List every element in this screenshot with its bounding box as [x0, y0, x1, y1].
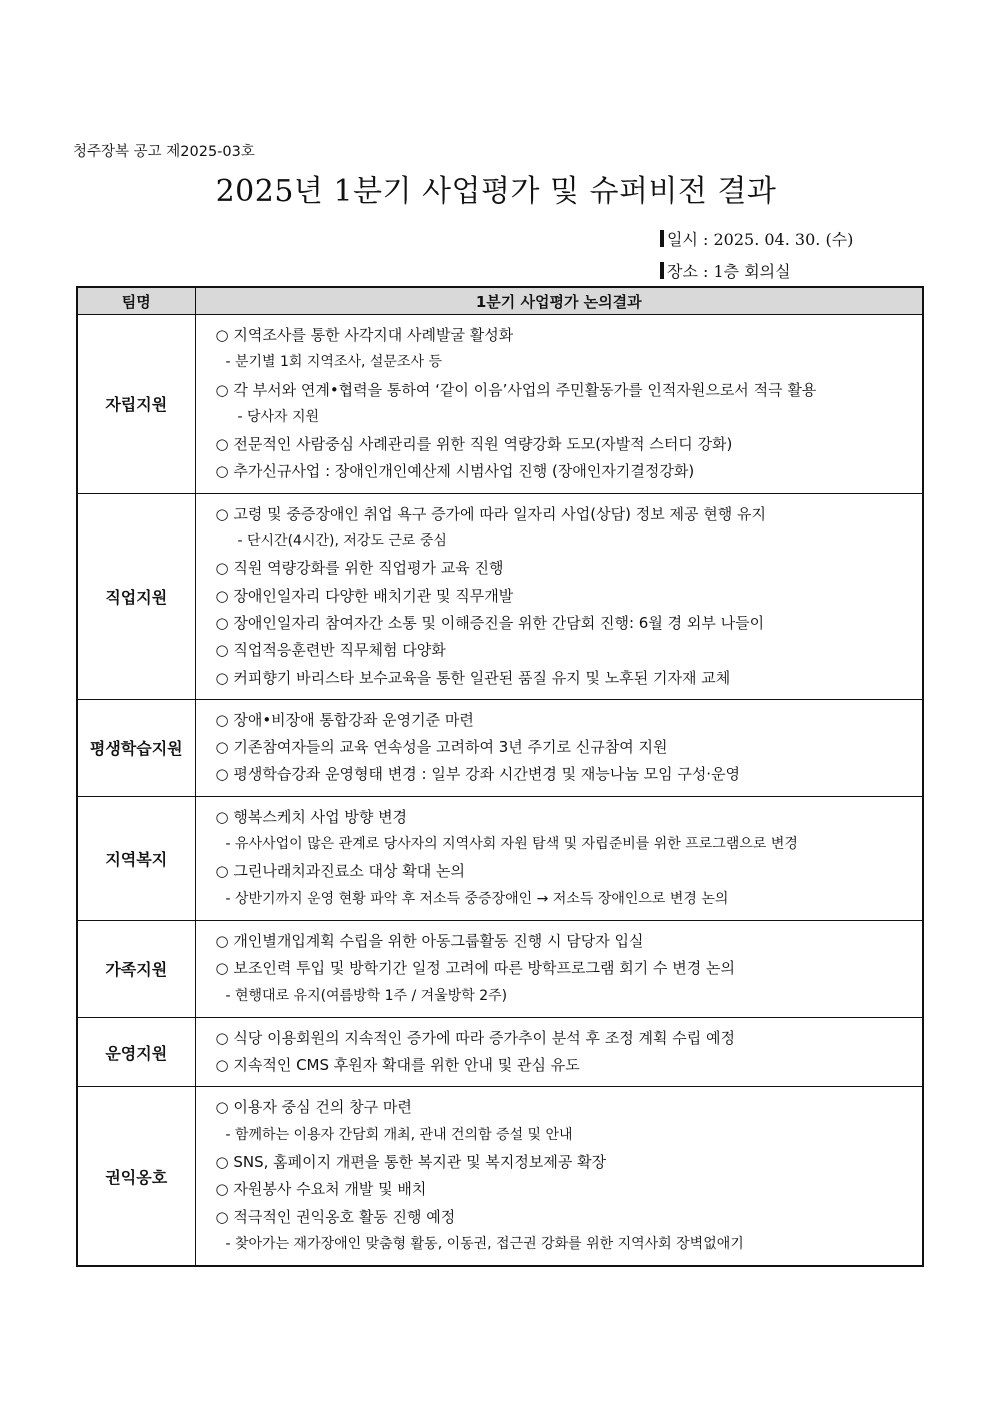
result-item: ○ 고령 및 중증장애인 취업 욕구 증가에 따라 일자리 사업(상담) 정보 제공 현행 유지	[215, 504, 766, 523]
result-item: ○ 장애인일자리 다양한 배치기관 및 직무개발	[215, 586, 514, 605]
table-row	[77, 493, 923, 699]
result-item: ○ 이용자 중심 건의 창구 마련	[215, 1098, 412, 1117]
page-title: 2025년 1분기 사업평가 및 슈퍼비전 결과	[215, 174, 777, 209]
result-item: ○ 각 부서와 연계•협력을 통하여 ‘같이 이음’사업의 주민활동가를 인적자원으로서 적극 활용	[215, 380, 817, 399]
team-name: 평생학습지원	[77, 699, 195, 796]
result-item: ○ 직업적응훈련반 직무체험 다양화	[215, 641, 446, 660]
place-label: 장소	[667, 262, 698, 281]
table-body	[77, 315, 923, 1267]
result-item: ○ 커피향기 바리스타 보수교육을 통한 일관된 품질 유지 및 노후된 기자재 교체	[215, 668, 731, 687]
result-item: ○ 보조인력 투입 및 방학기간 일정 고려에 따른 방학프로그램 회기 수 변경 논의	[215, 959, 735, 978]
result-item: ○ 직원 역량강화를 위한 직업평가 교육 진행	[215, 559, 504, 578]
result-item: ○ 지역조사를 통한 사각지대 사례발굴 활성화	[215, 326, 514, 344]
result-item: ○ 식당 이용회원의 지속적인 증가에 따라 증가추이 분석 후 조정 계획 수립 예정	[215, 1028, 735, 1047]
team-results	[195, 920, 923, 1017]
team-name: 권익옹호	[77, 1087, 195, 1266]
result-subitem: - 상반기까지 운영 현황 파악 후 저소득 중증장애인 → 저소득 장애인으로 변경 논의	[225, 890, 729, 907]
result-item: ○ 적극적인 권익옹호 활동 진행 예정	[215, 1207, 456, 1226]
header-result: 1분기 사업평가 논의결과	[195, 287, 923, 315]
meeting-place	[660, 259, 791, 282]
result-item: ○ 지속적인 CMS 후원자 확대를 위한 안내 및 관심 유도	[215, 1056, 580, 1075]
table-row	[77, 920, 923, 1017]
date-value: : 2025. 04. 30. (수)	[697, 230, 854, 249]
table-header-row	[77, 287, 923, 315]
team-results	[195, 1017, 923, 1087]
table-row	[77, 315, 923, 494]
result-item: ○ 평생학습강좌 운영형태 변경 : 일부 강좌 시간변경 및 재능나눔 모임 구성·운영	[215, 765, 741, 784]
result-item: ○ 장애•비장애 통합강좌 운영기준 마련	[215, 710, 474, 729]
result-item: ○ SNS, 홈페이지 개편을 통한 복지관 및 복지정보제공 확장	[215, 1153, 607, 1172]
team-name: 직업지원	[77, 493, 195, 699]
date-label: 일시	[667, 230, 698, 249]
result-subitem: - 찾아가는 재가장애인 맞춤형 활동, 이동권, 접근권 강화를 위한 지역사회 장벽없애기	[225, 1235, 744, 1252]
team-name: 지역복지	[77, 796, 195, 920]
bullet-bar-icon	[660, 262, 664, 279]
result-item: ○ 기존참여자들의 교육 연속성을 고려하여 3년 주기로 신규참여 지원	[215, 738, 668, 757]
table-row	[77, 796, 923, 920]
table-row	[77, 699, 923, 796]
result-subitem: - 현행대로 유지(여름방학 1주 / 겨울방학 2주)	[225, 987, 508, 1004]
result-item: ○ 개인별개입계획 수립을 위한 아동그룹활동 진행 시 담당자 입실	[215, 931, 644, 950]
header-team: 팀명	[77, 287, 195, 315]
result-item: ○ 전문적인 사람중심 사례관리를 위한 직원 역량강화 도모(자발적 스터디 강화)	[215, 435, 733, 454]
team-results	[195, 699, 923, 796]
result-subitem: - 함께하는 이용자 간담회 개최, 관내 건의함 증설 및 안내	[225, 1126, 573, 1143]
evaluation-table	[76, 286, 924, 1267]
result-item: ○ 그린나래치과진료소 대상 확대 논의	[215, 862, 466, 881]
team-results	[195, 315, 923, 494]
result-subitem: - 당사자 지원	[237, 408, 320, 425]
notice-number: 청주장복 공고 제2025-03호	[73, 144, 255, 160]
result-item: ○ 행복스케치 사업 방향 변경	[215, 807, 408, 826]
result-subitem: - 유사사업이 많은 관계로 당사자의 지역사회 자원 탐색 및 자립준비를 위한 프로그램으로 변경	[225, 836, 798, 853]
team-results	[195, 493, 923, 699]
bullet-bar-icon	[660, 230, 664, 247]
team-name: 가족지원	[77, 920, 195, 1017]
result-subitem: - 분기별 1회 지역조사, 설문조사 등	[225, 354, 442, 371]
meeting-date	[660, 227, 853, 250]
result-item: ○ 장애인일자리 참여자간 소통 및 이해증진을 위한 간담회 진행: 6월 경 외부 나들이	[215, 613, 765, 632]
result-subitem: - 단시간(4시간), 저강도 근로 중심	[237, 533, 447, 550]
team-name: 운영지원	[77, 1017, 195, 1087]
table-row	[77, 1087, 923, 1266]
table-row	[77, 1017, 923, 1087]
team-name: 자립지원	[77, 315, 195, 494]
team-results	[195, 1087, 923, 1266]
team-results	[195, 796, 923, 920]
place-value: : 1층 회의실	[697, 262, 791, 281]
result-item: ○ 추가신규사업 : 장애인개인예산제 시범사업 진행 (장애인자기결정강화)	[215, 462, 695, 481]
result-item: ○ 자원봉사 수요처 개발 및 배치	[215, 1180, 427, 1199]
